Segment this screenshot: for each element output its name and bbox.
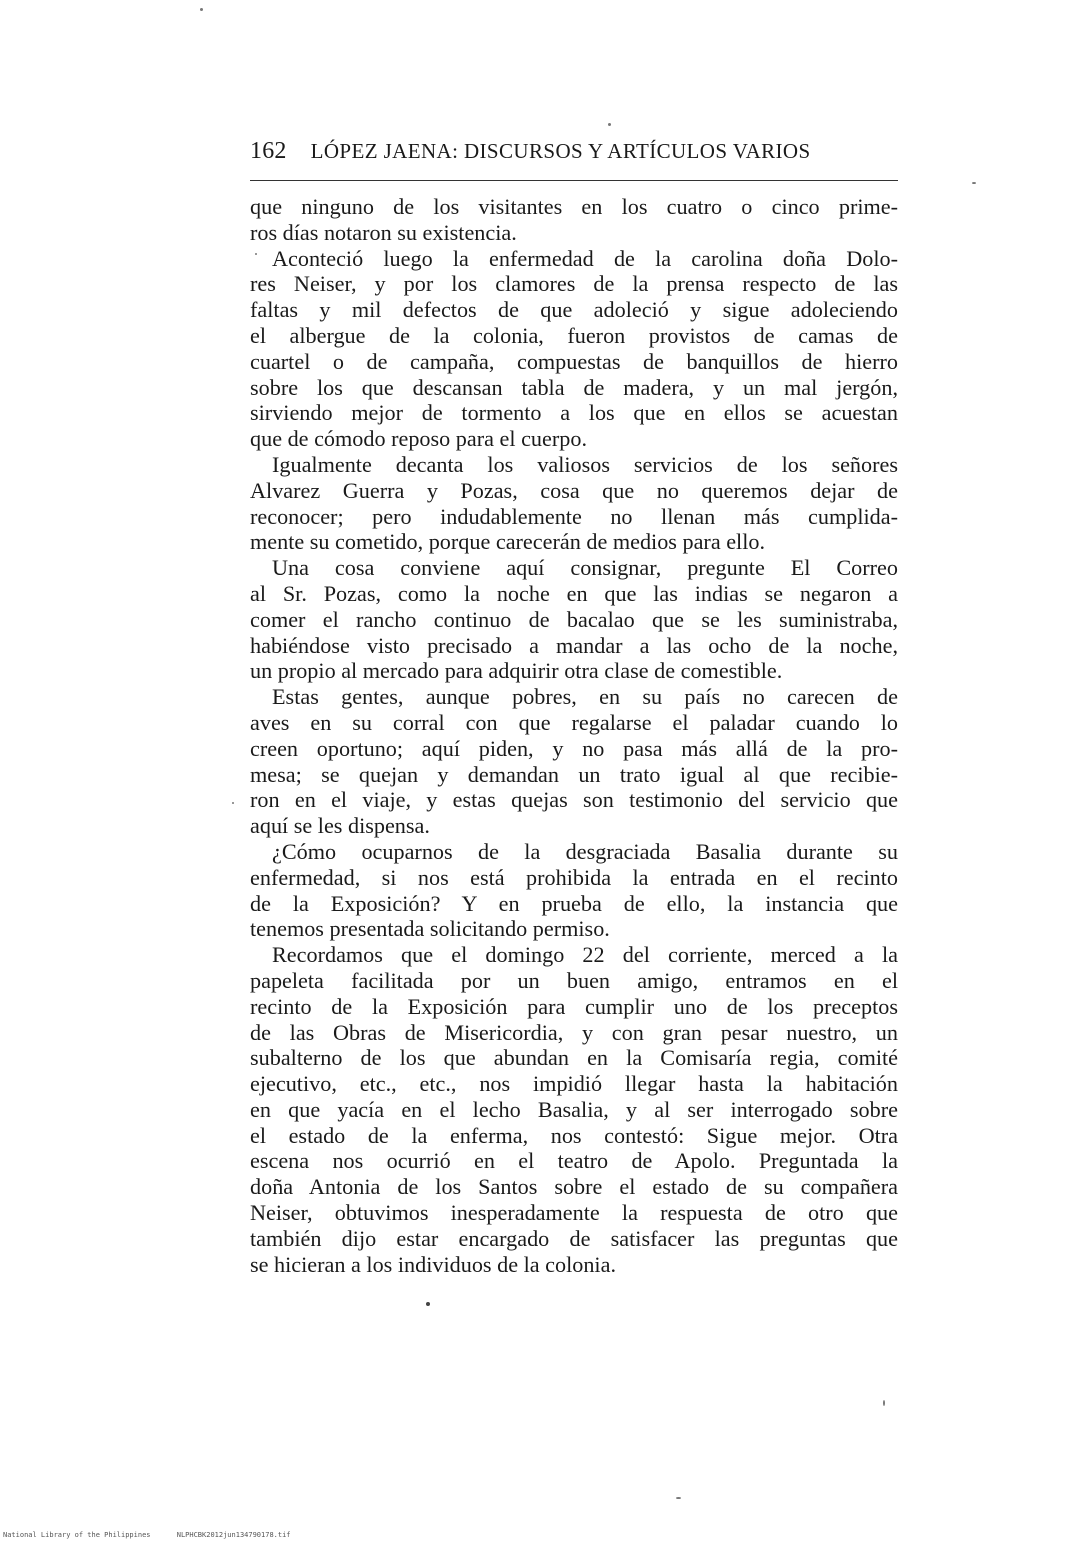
- text-line: subalterno de los que abundan en la Comisaría regia, comité: [250, 1045, 898, 1071]
- text-line: cuartel o de campaña, compuestas de banquillos de hierro: [250, 348, 898, 374]
- text-line: sobre los que descansan tabla de madera, y un mal jergón,: [250, 374, 898, 400]
- text-line: ros días notaron su existencia.: [250, 219, 517, 245]
- text-line: un propio al mercado para adquirir otra clase de comestible.: [250, 658, 783, 684]
- scan-speck: [255, 253, 257, 255]
- text-line: faltas y mil defectos de que adoleció y sigue adoleciendo: [250, 297, 898, 323]
- scan-speck: [972, 182, 976, 184]
- text-line: de la Exposición? Y en prueba de ello, la instancia que: [250, 890, 898, 916]
- scan-footer: [3, 1531, 313, 1539]
- scan-speck: [676, 1497, 681, 1499]
- text-line: mente su cometido, porque carecerán de medios para ello.: [250, 529, 766, 555]
- text-line: recinto de la Exposición para cumplir uno de los preceptos: [250, 993, 898, 1019]
- text-line: Una cosa conviene aquí consignar, pregunte El Correo: [272, 555, 898, 581]
- text-line: que ninguno de los visitantes en los cuatro o cinco prime-: [250, 194, 898, 219]
- scan-speck: [200, 8, 203, 11]
- text-line: enfermedad, si nos está prohibida la entrada en el recinto: [250, 864, 898, 890]
- text-line: Igualmente decanta los valiosos servicios de los señores: [272, 451, 898, 477]
- text-line: Alvarez Guerra y Pozas, cosa que no queremos dejar de: [250, 477, 898, 503]
- text-line: escena nos ocurrió en el teatro de Apolo. Preguntada la: [250, 1148, 898, 1174]
- text-line: el albergue de la colonia, fueron provistos de camas de: [250, 322, 898, 348]
- running-title: LÓPEZ JAENA: DISCURSOS Y ARTÍCULOS VARIOS: [310, 139, 811, 163]
- text-line: ejecutivo, etc., etc., nos impidió llegar hasta la habitación: [250, 1071, 898, 1097]
- text-line: tenemos presentada solicitando permiso.: [250, 916, 610, 942]
- text-line: papeleta facilitada por un buen amigo, entramos en el: [250, 967, 898, 993]
- scan-speck: [883, 1400, 885, 1406]
- text-line: en que yacía en el lecho Basalia, y al ser interrogado sobre: [250, 1096, 898, 1122]
- text-line: el estado de la enferma, nos contestó: Sigue mejor. Otra: [250, 1122, 898, 1148]
- scan-speck: [232, 802, 234, 804]
- text-line: doña Antonia de los Santos sobre el estado de su compañera: [250, 1174, 898, 1200]
- text-line: habiéndose visto precisado a mandar a las ocho de la noche,: [250, 632, 898, 658]
- text-line: que de cómodo reposo para el cuerpo.: [250, 426, 587, 452]
- text-line: sirviendo mejor de tormento a los que en ellos se acuestan: [250, 400, 898, 426]
- text-line: reconocer; pero indudablemente no llenan más cumplida-: [250, 503, 898, 529]
- text-line: mesa; se quejan y demandan un trato igual al que recibie-: [250, 761, 898, 787]
- text-line: res Neiser, y por los clamores de la prensa respecto de las: [250, 271, 898, 297]
- running-head: [250, 138, 898, 170]
- scan-file-id: NLPHCBK2012jun134790178.tif: [176, 1531, 291, 1539]
- text-line: Estas gentes, aunque pobres, en su país no carecen de: [272, 684, 898, 710]
- text-line: de las Obras de Misericordia, y con gran pesar nuestro, un: [250, 1019, 898, 1045]
- text-line: ¿Cómo ocuparnos de la desgraciada Basalia durante su: [272, 838, 898, 864]
- header-rule: [250, 180, 898, 181]
- text-line: se hicieran a los individuos de la colonia.: [250, 1251, 616, 1277]
- text-line: comer el rancho continuo de bacalao que se les suministraba,: [250, 606, 898, 632]
- text-line: ron en el viaje, y estas quejas son testimonio del servicio que: [250, 787, 898, 813]
- text-line: Neiser, obtuvimos inesperadamente la respuesta de otro que: [250, 1200, 898, 1226]
- text-line: creen oportuno; aquí piden, y no pasa más allá de la pro-: [250, 735, 898, 761]
- text-line: aquí se les dispensa.: [250, 813, 430, 839]
- library-credit: National Library of the Philippines: [3, 1531, 151, 1539]
- scan-speck: [426, 1302, 430, 1306]
- text-line: también dijo estar encargado de satisfacer las preguntas que: [250, 1225, 898, 1251]
- body-text: [250, 194, 898, 1277]
- text-line: Aconteció luego la enfermedad de la carolina doña Dolo-: [272, 245, 898, 271]
- scan-speck: [608, 123, 611, 126]
- page-number: 162: [250, 138, 287, 164]
- text-line: aves en su corral con que regalarse el paladar cuando lo: [250, 709, 898, 735]
- text-line: Recordamos que el domingo 22 del corriente, merced a la: [272, 942, 898, 968]
- text-line: al Sr. Pozas, como la noche en que las indias se negaron a: [250, 580, 898, 606]
